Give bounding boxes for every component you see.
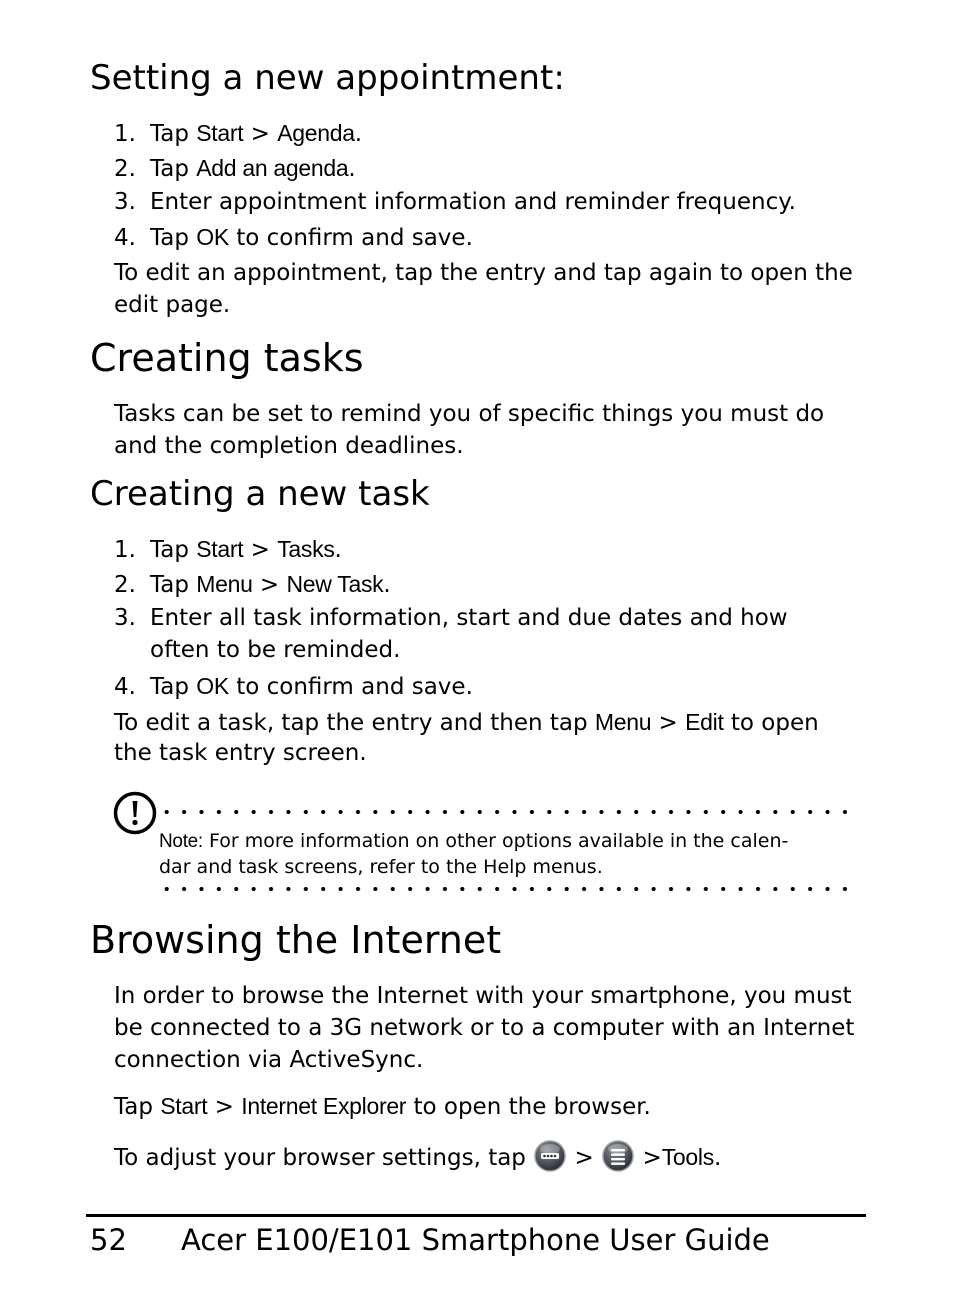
footer-title: Acer E100/E101 Smartphone User Guide	[181, 1223, 770, 1257]
heading-browsing-internet: Browsing the Internet	[90, 918, 502, 962]
ui-term: Internet Explorer	[241, 1093, 407, 1119]
separator: >	[243, 121, 278, 147]
step-text: Tap	[150, 572, 197, 598]
paragraph-text: Tap	[114, 1094, 161, 1120]
page-number: 52	[90, 1223, 127, 1257]
task-edit-paragraph-line2: the task entry screen.	[114, 740, 367, 766]
open-browser-instruction	[114, 1090, 651, 1123]
ui-term: Menu	[594, 709, 652, 735]
step-text: to confirm and save.	[228, 225, 473, 251]
paragraph-text: To adjust your browser settings, tap	[114, 1145, 534, 1171]
ui-term: Edit	[685, 709, 724, 735]
exclamation-icon	[112, 790, 158, 836]
ui-term: Add an agenda	[196, 155, 349, 181]
list-item	[114, 670, 473, 703]
paragraph-text: .	[713, 1145, 722, 1171]
ui-term: Menu	[196, 571, 253, 597]
ui-term: Start	[160, 1093, 208, 1119]
step-text: .	[348, 156, 356, 182]
step-number: 2.	[114, 156, 136, 182]
heading-creating-tasks: Creating tasks	[90, 336, 364, 380]
separator: >	[635, 1145, 662, 1171]
step-text: Tap	[150, 156, 197, 182]
list-item	[114, 117, 362, 150]
paragraph-text: to open the browser.	[406, 1094, 651, 1120]
step-text: Tap	[150, 225, 197, 251]
list-item	[114, 602, 788, 634]
ui-term: OK	[196, 224, 229, 250]
note-divider-top	[158, 810, 858, 814]
ui-term: Tools	[661, 1144, 714, 1170]
step-text: Enter all task information, start and due dates and how	[150, 605, 788, 631]
list-menu-icon	[601, 1139, 635, 1173]
step-number: 1.	[114, 121, 136, 147]
paragraph-text: to open	[723, 710, 819, 736]
step-number: 2.	[114, 572, 136, 598]
footer-rule	[86, 1214, 866, 1217]
list-item	[114, 568, 391, 601]
step-number: 4.	[114, 674, 136, 700]
note-label: Note:	[159, 831, 203, 852]
step-continuation: often to be reminded.	[150, 637, 401, 663]
ui-term: OK	[196, 673, 229, 699]
step-text: .	[334, 537, 342, 563]
separator: >	[651, 710, 686, 736]
step-text: .	[383, 572, 391, 598]
separator: >	[243, 537, 278, 563]
paragraph-text: To edit a task, tap the entry and then tap	[114, 710, 595, 736]
step-text: to confirm and save.	[228, 674, 473, 700]
step-text: Enter appointment information and reminder frequency.	[150, 189, 796, 215]
ellipsis-menu-icon	[533, 1139, 567, 1173]
ui-term: Start	[196, 120, 244, 146]
separator: >	[252, 572, 287, 598]
step-text: Tap	[150, 121, 197, 147]
step-text: .	[354, 121, 363, 147]
list-item	[114, 186, 796, 218]
step-text: Tap	[150, 674, 197, 700]
list-item	[114, 533, 342, 566]
ui-term: Tasks	[277, 536, 335, 562]
internet-intro-paragraph: In order to browse the Internet with your smartphone, you must be connected to a 3G network or to a computer with an Internet connection via ActiveSync.	[114, 983, 855, 1073]
step-number: 1.	[114, 537, 136, 563]
ui-term: New Task	[286, 571, 384, 597]
note-divider-bottom	[158, 887, 858, 891]
step-text: Tap	[150, 537, 197, 563]
step-number: 4.	[114, 225, 136, 251]
adjust-settings-instruction	[114, 1141, 721, 1176]
step-number: 3.	[114, 605, 136, 631]
appointment-edit-paragraph: To edit an appointment, tap the entry and tap again to open the edit page.	[114, 260, 853, 318]
task-edit-paragraph	[114, 706, 819, 739]
separator: >	[207, 1094, 242, 1120]
ui-term: Start	[196, 536, 244, 562]
tasks-intro-paragraph: Tasks can be set to remind you of specific things you must do and the completion deadlines.	[114, 401, 825, 459]
step-number: 3.	[114, 189, 136, 215]
note-body: For more information on other options available in the calen-	[202, 830, 789, 852]
heading-setting-appointment: Setting a new appointment:	[90, 58, 565, 98]
note-text-line2: dar and task screens, refer to the Help menus.	[159, 856, 603, 878]
heading-creating-new-task: Creating a new task	[90, 474, 430, 514]
list-item	[114, 152, 356, 185]
separator: >	[567, 1145, 602, 1171]
ui-term: Agenda	[277, 120, 355, 146]
note-text	[159, 828, 879, 855]
list-item	[114, 221, 473, 254]
